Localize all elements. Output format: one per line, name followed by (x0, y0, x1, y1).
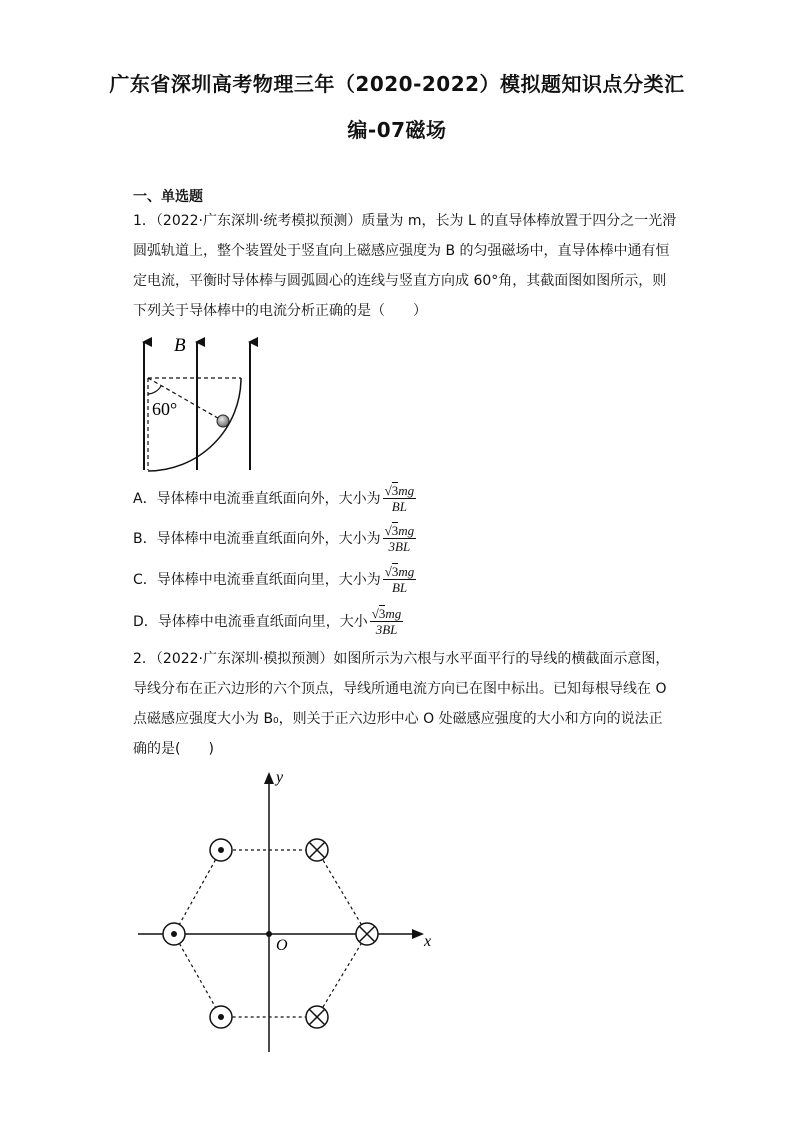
question-2-figure (130, 770, 450, 1060)
question-1-text (133, 206, 677, 326)
option-b[interactable] (133, 520, 416, 556)
question-2-line: 2．（2022·广东深圳·模拟预测）如图所示为六根与水平面平行的导线的横截面示意图， (133, 651, 670, 667)
origin-point (266, 931, 272, 937)
option-a-text: A．导体棒中电流垂直纸面向外，大小为 (133, 491, 381, 507)
page-title-line-1: 广东省深圳高考物理三年（2020-2022）模拟题知识点分类汇 (109, 72, 685, 96)
option-d[interactable] (133, 603, 403, 639)
page-title-line-2: 编-07磁场 (347, 118, 447, 142)
question-2-line: 导线分布在正六边形的六个顶点，导线所通电流方向已在图中标出。已知每根导线在 O (133, 681, 667, 697)
wire-current-in-bottom-right (306, 1006, 328, 1028)
wire-current-in-right (356, 923, 378, 945)
field-label-b: B (174, 335, 186, 356)
question-2-line: 点磁感应强度大小为 B₀，则关于正六边形中心 O 处磁感应强度的大小和方向的说法正 (133, 711, 663, 727)
option-c[interactable] (133, 561, 416, 597)
question-2-text (133, 644, 670, 764)
question-2-line: 确的是( ) (133, 741, 214, 757)
question-1-line: 圆弧轨道上，整个装置处于竖直向上磁感应强度为 B 的匀强磁场中，直导体棒中通有恒 (133, 243, 670, 259)
conductor-rod (217, 415, 229, 427)
section-title: 一、单选题 (133, 189, 203, 205)
wire-current-out-top-left (210, 839, 232, 861)
question-1-line: 定电流，平衡时导体棒与圆弧圆心的连线与竖直方向成 60°角，其截面图如图所示，则 (133, 273, 667, 289)
x-axis-label: x (424, 933, 432, 950)
question-1-line: 下列关于导体棒中的电流分析正确的是（ ） (133, 303, 427, 319)
option-a-fraction: $\frac{√3mg}{BL}$ (384, 482, 415, 514)
angle-arc (148, 386, 161, 394)
option-c-fraction: $\frac{√3mg}{BL}$ (384, 563, 415, 595)
angle-label: 60° (152, 399, 178, 419)
option-d-fraction: $\frac{√3mg}{3BL}$ (371, 605, 402, 637)
y-axis-label: y (276, 770, 284, 786)
option-b-text: B．导体棒中电流垂直纸面向外，大小为 (133, 531, 381, 547)
wire-current-in-top-right (306, 839, 328, 861)
origin-label: O (276, 937, 288, 954)
option-c-text: C．导体棒中电流垂直纸面向里，大小为 (133, 572, 381, 588)
question-1-line: 1．（2022·广东深圳·统考模拟预测）质量为 m，长为 L 的直导体棒放置于四分之一光滑 (133, 213, 677, 229)
option-b-fraction: $\frac{√3mg}{3BL}$ (384, 522, 415, 554)
wire-current-out-left (163, 923, 185, 945)
question-1-figure (128, 334, 268, 474)
option-a[interactable] (133, 480, 416, 516)
option-d-text: D．导体棒中电流垂直纸面向里，大小 (133, 614, 368, 630)
wire-current-out-bottom-left (210, 1006, 232, 1028)
